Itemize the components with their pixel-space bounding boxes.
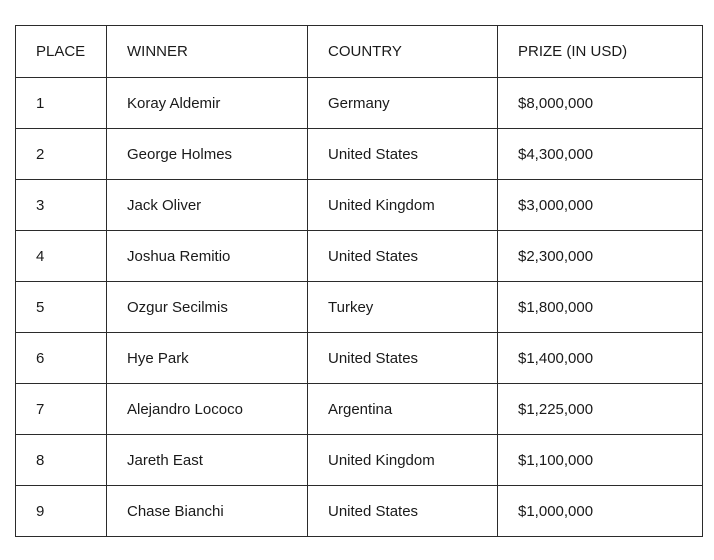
cell-place: 7 [16,384,107,435]
cell-country: United States [308,231,498,282]
cell-prize: $1,225,000 [498,384,703,435]
cell-country: Germany [308,78,498,129]
cell-winner: Jareth East [107,435,308,486]
table-row [16,384,703,435]
header-country: COUNTRY [308,26,498,78]
cell-winner: Ozgur Secilmis [107,282,308,333]
cell-place: 1 [16,78,107,129]
cell-place: 4 [16,231,107,282]
header-winner: WINNER [107,26,308,78]
table-row [16,231,703,282]
table-row [16,486,703,537]
table-row [16,435,703,486]
cell-winner: Chase Bianchi [107,486,308,537]
cell-prize: $2,300,000 [498,231,703,282]
cell-prize: $3,000,000 [498,180,703,231]
cell-prize: $4,300,000 [498,129,703,180]
cell-place: 6 [16,333,107,384]
cell-place: 2 [16,129,107,180]
cell-winner: George Holmes [107,129,308,180]
cell-country: United States [308,129,498,180]
table-header-row [16,26,703,78]
cell-place: 5 [16,282,107,333]
cell-prize: $1,400,000 [498,333,703,384]
cell-winner: Hye Park [107,333,308,384]
cell-prize: $1,100,000 [498,435,703,486]
cell-winner: Koray Aldemir [107,78,308,129]
cell-country: United States [308,333,498,384]
cell-winner: Alejandro Lococo [107,384,308,435]
cell-place: 9 [16,486,107,537]
cell-country: Argentina [308,384,498,435]
cell-winner: Jack Oliver [107,180,308,231]
cell-country: United Kingdom [308,435,498,486]
cell-prize: $8,000,000 [498,78,703,129]
header-place: PLACE [16,26,107,78]
cell-winner: Joshua Remitio [107,231,308,282]
table-row [16,129,703,180]
table-row [16,78,703,129]
cell-country: Turkey [308,282,498,333]
cell-place: 8 [16,435,107,486]
cell-country: United Kingdom [308,180,498,231]
table-row [16,333,703,384]
table-row [16,282,703,333]
cell-prize: $1,800,000 [498,282,703,333]
header-prize: PRIZE (IN USD) [498,26,703,78]
winners-table [15,25,703,537]
cell-prize: $1,000,000 [498,486,703,537]
table-row [16,180,703,231]
cell-country: United States [308,486,498,537]
cell-place: 3 [16,180,107,231]
